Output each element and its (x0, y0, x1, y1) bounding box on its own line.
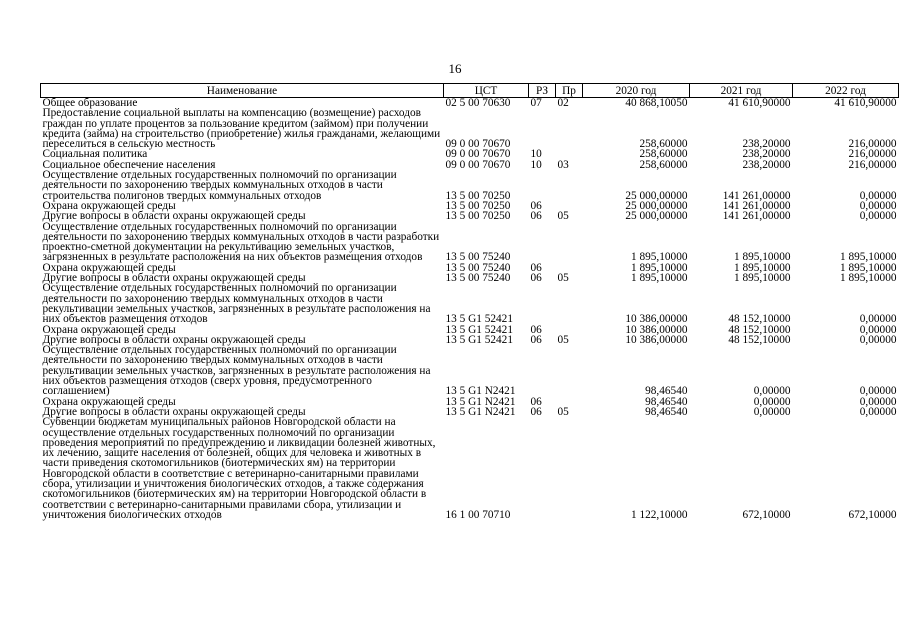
row-2022: 1 895,10000 (840, 261, 897, 274)
row-2020: 258,60000 (639, 138, 688, 151)
header-cst: ЦСТ (444, 84, 529, 98)
row-name: Другие вопросы в области охраны окружающей среды (42, 333, 306, 346)
row-cst: 13 5 00 75240 (445, 272, 511, 285)
row-rz: 07 (530, 97, 542, 109)
row-name: Общее образование (42, 97, 138, 109)
row-pr: 05 (557, 333, 569, 346)
row-pr: 03 (557, 158, 569, 171)
row-2020: 10 386,00000 (625, 323, 688, 336)
row-2020: 258,60000 (639, 158, 688, 171)
row-rz (529, 345, 556, 396)
row-2021: 41 610,90000 (728, 97, 791, 109)
row-2021: 141 261,00000 (722, 189, 791, 202)
row-name: Другие вопросы в области охраны окружающей среды (42, 272, 306, 285)
row-cst: 02 5 00 70630 (445, 97, 511, 109)
table-row (41, 283, 899, 324)
row-cst: 13 5 00 70250 (445, 189, 511, 202)
table-row (41, 345, 899, 396)
row-name: Предоставление социальной выплаты на компенсацию (возмещение) расходов граждан по уплате процентов за пользование кредитом (займом) при получении кредита (займа) на строительство (приобретение) жилья гражданами, желающими переселиться в сельскую местность (42, 107, 441, 151)
row-pr (556, 170, 583, 201)
row-2021: 672,10000 (742, 508, 791, 521)
header-2021: 2021 год (690, 84, 793, 98)
row-cst: 13 5 00 75240 (445, 261, 511, 274)
row-2021: 0,00000 (753, 395, 791, 408)
row-rz: 06 (530, 405, 542, 418)
row-2022: 1 895,10000 (840, 251, 897, 264)
row-2022: 216,00000 (848, 158, 897, 171)
row-2020: 25 000,00000 (625, 210, 688, 223)
row-cst: 13 5 00 70250 (445, 199, 511, 212)
row-2020: 258,60000 (639, 148, 688, 161)
row-cst: 13 5 G1 N2421 (445, 395, 516, 408)
budget-table (40, 83, 899, 520)
row-name: Социальное обеспечение населения (42, 158, 216, 171)
row-rz (529, 170, 556, 201)
row-name: Осуществление отдельных государственных полномочий по организации деятельности по захоронению твердых коммунальных отходов в части разработки проектно-сметной документации на рекультивацию земельных участков, загрязненных в результате расположения на них объектов размещения отходов (42, 220, 440, 264)
row-2020: 98,46540 (645, 405, 688, 418)
row-2022: 0,00000 (859, 189, 897, 202)
row-2021: 238,20000 (742, 148, 791, 161)
row-2022: 0,00000 (859, 313, 897, 326)
row-2021: 141 261,00000 (722, 210, 791, 223)
row-pr (556, 108, 583, 149)
row-2021: 1 895,10000 (734, 251, 791, 264)
row-name: Охрана окружающей среды (42, 261, 176, 274)
row-2021: 238,20000 (742, 158, 791, 171)
row-rz (529, 108, 556, 149)
row-2020: 1 122,10000 (631, 508, 688, 521)
row-pr (556, 417, 583, 520)
row-2022: 216,00000 (848, 148, 897, 161)
row-rz (529, 222, 556, 263)
row-cst: 09 0 00 70670 (445, 158, 511, 171)
row-2021: 141 261,00000 (722, 199, 791, 212)
row-2021: 48 152,10000 (728, 323, 791, 336)
table-row (41, 222, 899, 263)
row-2022: 0,00000 (859, 395, 897, 408)
row-name: Охрана окружающей среды (42, 199, 176, 212)
row-2022: 0,00000 (859, 199, 897, 212)
row-cst: 13 5 00 70250 (445, 210, 511, 223)
row-2022: 0,00000 (859, 333, 897, 346)
row-2021: 48 152,10000 (728, 333, 791, 346)
row-2020: 98,46540 (645, 395, 688, 408)
row-rz: 06 (530, 272, 542, 285)
row-cst: 09 0 00 70670 (445, 148, 511, 161)
header-2022: 2022 год (793, 84, 899, 98)
row-2022: 216,00000 (848, 138, 897, 151)
row-cst: 13 5 G1 N2421 (445, 405, 516, 418)
row-rz: 06 (530, 261, 542, 274)
row-cst: 13 5 G1 52421 (445, 323, 513, 336)
row-2021: 1 895,10000 (734, 261, 791, 274)
row-rz: 06 (530, 210, 542, 223)
row-cst: 13 5 00 75240 (445, 251, 511, 264)
row-2020: 1 895,10000 (631, 251, 688, 264)
row-pr: 02 (557, 97, 569, 109)
row-name: Осуществление отдельных государственных полномочий по организации деятельности по захоронению твердых коммунальных отходов в части строительства полигонов твердых коммунальных отходов (42, 169, 397, 202)
table-row (41, 417, 899, 520)
row-rz (529, 283, 556, 324)
row-cst: 13 5 G1 52421 (445, 333, 513, 346)
row-2021: 48 152,10000 (728, 313, 791, 326)
row-name: Охрана окружающей среды (42, 323, 176, 336)
row-pr: 05 (557, 210, 569, 223)
row-2022: 1 895,10000 (840, 272, 897, 285)
row-pr (556, 283, 583, 324)
row-2022: 0,00000 (859, 405, 897, 418)
table-header-row (41, 84, 899, 98)
row-rz: 06 (530, 323, 542, 336)
row-rz: 06 (530, 199, 542, 212)
row-2020: 1 895,10000 (631, 272, 688, 285)
header-name: Наименование (41, 84, 444, 98)
header-2020: 2020 год (583, 84, 690, 98)
row-rz: 06 (530, 395, 542, 408)
row-pr (556, 222, 583, 263)
row-2020: 1 895,10000 (631, 261, 688, 274)
row-2020: 25 000,00000 (625, 189, 688, 202)
row-name: Другие вопросы в области охраны окружающей среды (42, 405, 306, 418)
row-rz: 06 (530, 333, 542, 346)
row-2022: 0,00000 (859, 210, 897, 223)
row-pr (556, 345, 583, 396)
row-2022: 672,10000 (848, 508, 897, 521)
row-rz: 10 (530, 148, 542, 161)
row-2020: 40 868,10050 (625, 97, 688, 109)
row-cst: 13 5 G1 52421 (445, 313, 513, 326)
row-pr: 05 (557, 272, 569, 285)
row-cst: 16 1 00 70710 (445, 508, 511, 521)
row-2020: 25 000,00000 (625, 199, 688, 212)
row-2022: 0,00000 (859, 385, 897, 398)
row-cst: 13 5 G1 N2421 (445, 385, 516, 398)
row-name: Социальная политика (42, 148, 148, 161)
row-2020: 10 386,00000 (625, 313, 688, 326)
row-name: Осуществление отдельных государственных полномочий по организации деятельности по захоронению твердых коммунальных отходов в части рекультивации земельных участков, загрязненных в результате расположения на них объектов размещения отходов (сверх уровня, предусмотренного соглашением) (42, 344, 431, 398)
row-name: Другие вопросы в области охраны окружающей среды (42, 210, 306, 223)
row-2021: 0,00000 (753, 385, 791, 398)
row-rz: 10 (530, 158, 542, 171)
table-row (41, 170, 899, 201)
row-name: Осуществление отдельных государственных полномочий по организации деятельности по захоронению твердых коммунальных отходов в части рекультивации земельных участков, загрязненных в результате расположения на них объектов размещения отходов (42, 282, 431, 326)
header-pr: Пр (556, 84, 583, 98)
row-2022: 41 610,90000 (834, 97, 897, 109)
row-cst: 09 0 00 70670 (445, 138, 511, 151)
row-2021: 0,00000 (753, 405, 791, 418)
header-rz: РЗ (529, 84, 556, 98)
row-2022: 0,00000 (859, 323, 897, 336)
row-2021: 1 895,10000 (734, 272, 791, 285)
row-pr: 05 (557, 405, 569, 418)
row-rz (529, 417, 556, 520)
row-2020: 10 386,00000 (625, 333, 688, 346)
row-2021: 238,20000 (742, 138, 791, 151)
page-number: 16 (448, 61, 462, 76)
row-name: Субвенции бюджетам муниципальных районов Новгородской области на осуществление отдельных государственных полномочий по организации проведения мероприятий по предупреждению и ликвидации болезней животных, их лечению, защите населения от болезней, общих для человека и животных в части приведения скотомогильников (биотермических ям) на территории Новгородской области в соответствие с ветеринарно-санитарными правилами сбора, утилизации и уничтожения биологических отходов, а также содержания скотомогильников (биотермических ям) на территории Новгородской области в соответствии с ветеринарно-санитарными правилами сбора, утилизации и уничтожения биологических отходов (42, 416, 436, 521)
table-body (41, 98, 899, 521)
table-row (41, 108, 899, 149)
row-name: Охрана окружающей среды (42, 395, 176, 408)
row-2020: 98,46540 (645, 385, 688, 398)
